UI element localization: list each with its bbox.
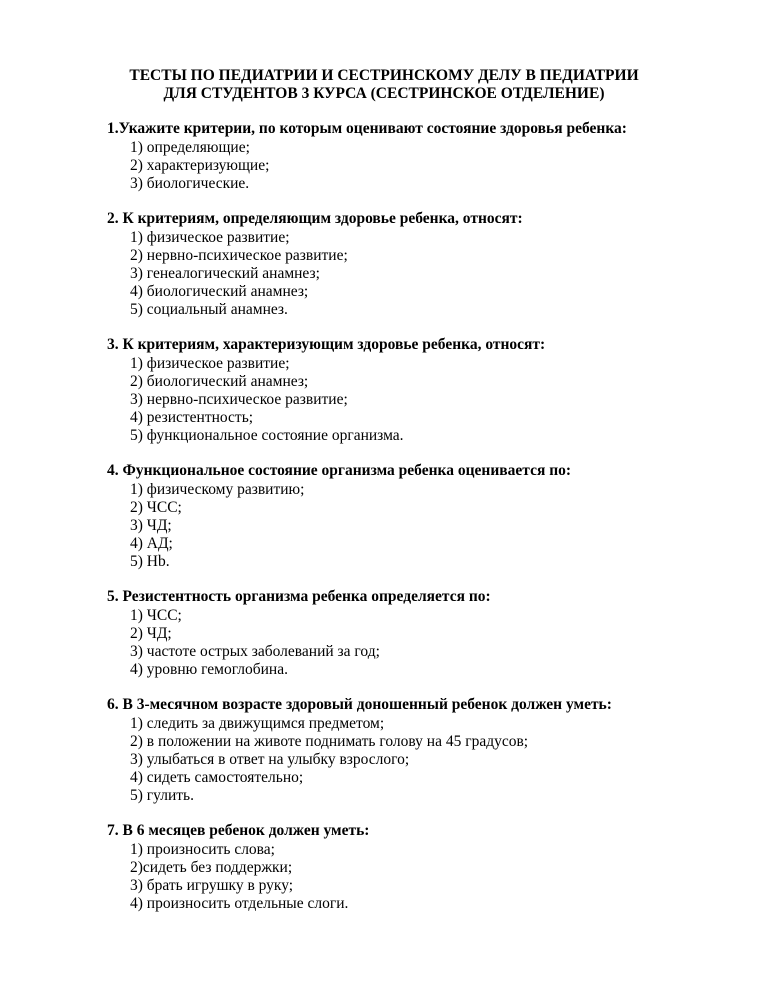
question-text: 6. В 3-месячном возрасте здоровый доношенный ребенок должен уметь:: [107, 696, 612, 713]
question-text: 5. Резистентность организма ребенка определяется по:: [107, 588, 491, 605]
answer-option: 5) функциональное состояние организма.: [130, 427, 404, 444]
answer-option: 1) физическое развитие;: [130, 229, 290, 246]
answer-options: [107, 607, 747, 679]
answer-option: 4) сидеть самостоятельно;: [130, 769, 304, 786]
answer-option: 4) АД;: [130, 535, 173, 552]
answer-option: 1) следить за движущимся предметом;: [130, 715, 385, 732]
question-block: [107, 210, 747, 319]
answer-option: 3) частоте острых заболеваний за год;: [130, 643, 380, 660]
document-title-line-2: ДЛЯ СТУДЕНТОВ 3 КУРСА (СЕСТРИНСКОЕ ОТДЕЛЕНИЕ): [163, 85, 605, 102]
question-text: 4. Функциональное состояние организма ребенка оценивается по:: [107, 462, 572, 479]
answer-option: 2) ЧСС;: [130, 499, 182, 516]
answer-option: 3) брать игрушку в руку;: [130, 877, 294, 894]
answer-option: 4) произносить отдельные слоги.: [130, 895, 349, 912]
answer-option: 5) социальный анамнез.: [130, 301, 288, 318]
answer-option: 5) Hb.: [130, 553, 170, 570]
answer-option: 3) биологические.: [130, 175, 250, 192]
question-text: 7. В 6 месяцев ребенок должен уметь:: [107, 822, 370, 839]
question-block: [107, 696, 747, 805]
answer-option: 3) улыбаться в ответ на улыбку взрослого;: [130, 751, 410, 768]
answer-option: 4) уровню гемоглобина.: [130, 661, 288, 678]
question-block: [107, 462, 747, 571]
answer-option: 4) биологический анамнез;: [130, 283, 309, 300]
answer-option: 1) определяющие;: [130, 139, 250, 156]
answer-options: [107, 355, 747, 445]
answer-option: 1) физическое развитие;: [130, 355, 290, 372]
answer-option: 3) нервно-психическое развитие;: [130, 391, 348, 408]
answer-option: 1) физическому развитию;: [130, 481, 305, 498]
answer-option: 2)сидеть без поддержки;: [130, 859, 293, 876]
question-block: [107, 120, 747, 193]
answer-options: [107, 841, 747, 913]
document-title-line-1: ТЕСТЫ ПО ПЕДИАТРИИ И СЕСТРИНСКОМУ ДЕЛУ В ПЕДИАТРИИ: [129, 67, 639, 84]
answer-option: 2) нервно-психическое развитие;: [130, 247, 348, 264]
question-text: 2. К критериям, определяющим здоровье ребенка, относят:: [107, 210, 523, 227]
answer-option: 2) в положении на животе поднимать голову на 45 градусов;: [130, 733, 529, 750]
question-block: [107, 588, 747, 679]
answer-option: 5) гулить.: [130, 787, 194, 804]
question-list: [107, 120, 747, 930]
answer-option: 2) биологический анамнез;: [130, 373, 309, 390]
answer-options: [107, 715, 747, 805]
question-block: [107, 822, 747, 913]
answer-option: 1) произносить слова;: [130, 841, 275, 858]
answer-options: [107, 139, 747, 193]
answer-options: [107, 229, 747, 319]
answer-options: [107, 481, 747, 571]
question-text: 3. К критериям, характеризующим здоровье ребенка, относят:: [107, 336, 546, 353]
answer-option: 1) ЧСС;: [130, 607, 182, 624]
answer-option: 4) резистентность;: [130, 409, 254, 426]
answer-option: 2) ЧД;: [130, 625, 172, 642]
answer-option: 3) генеалогический анамнез;: [130, 265, 320, 282]
answer-option: 3) ЧД;: [130, 517, 172, 534]
question-block: [107, 336, 747, 445]
answer-option: 2) характеризующие;: [130, 157, 270, 174]
question-text: 1.Укажите критерии, по которым оценивают состояние здоровья ребенка:: [107, 120, 627, 137]
